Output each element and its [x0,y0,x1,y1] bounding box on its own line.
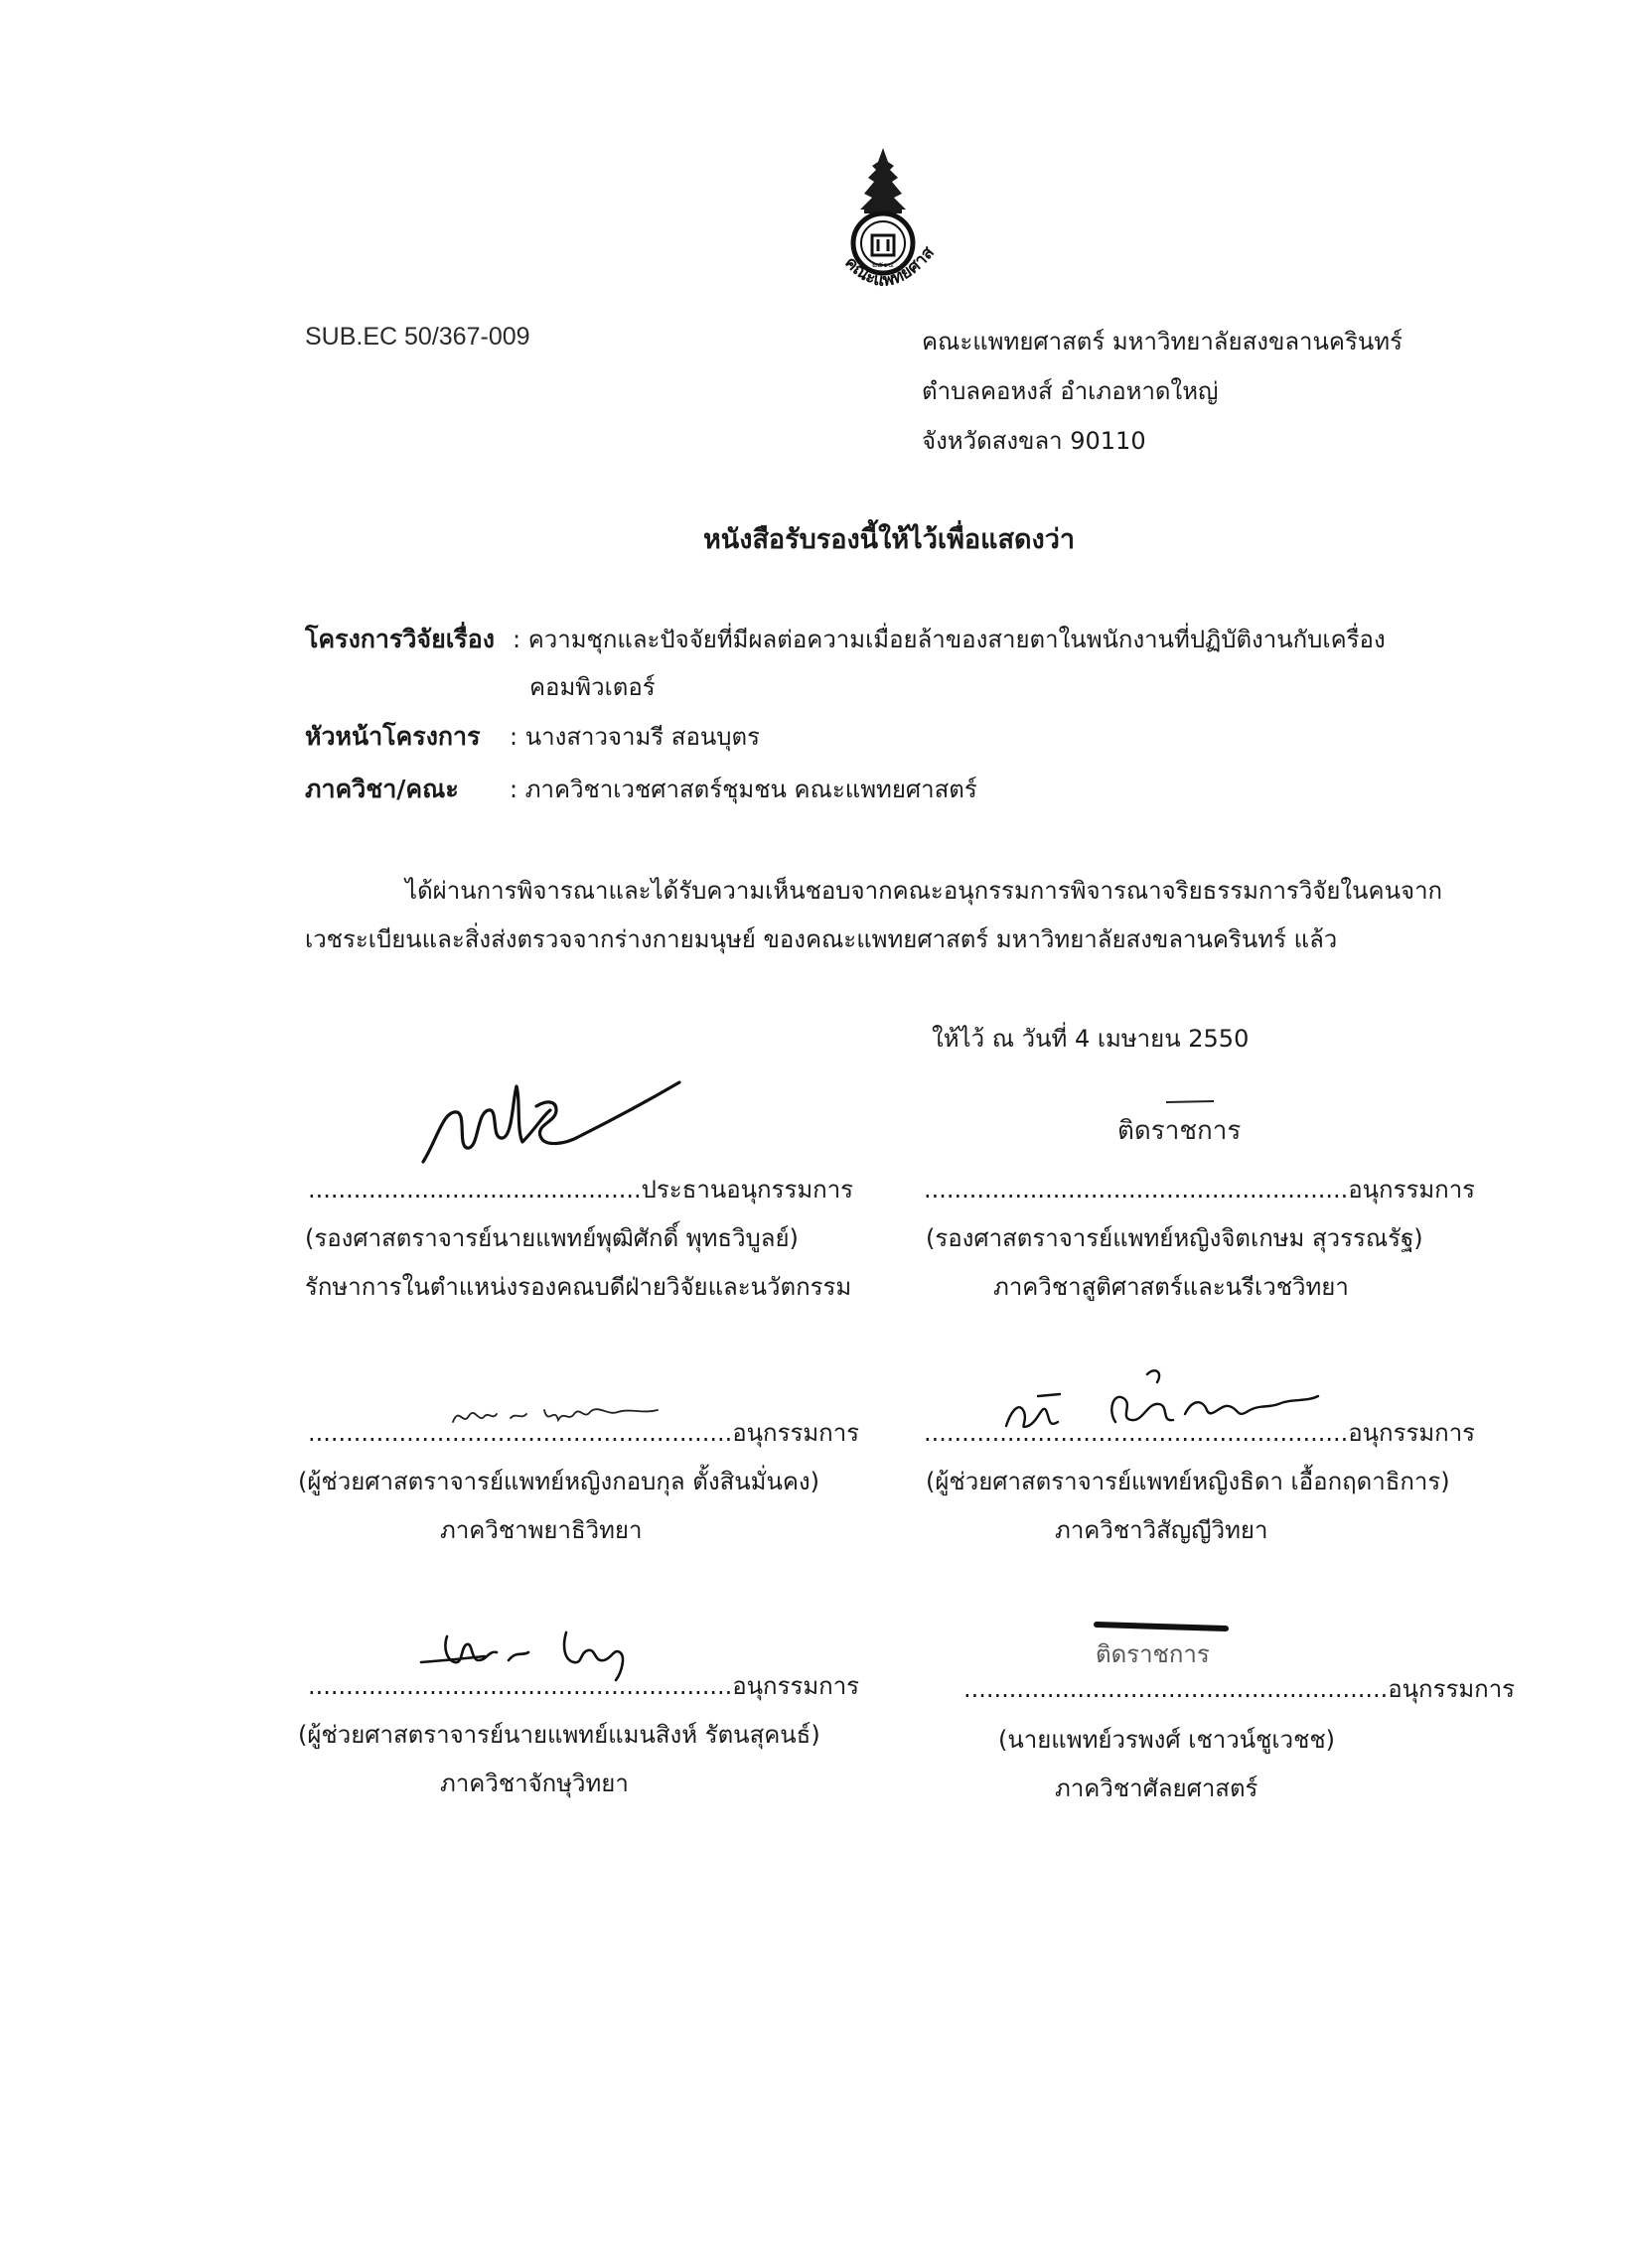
signatory-6-line: ........................................................อนุกรรมการ [963,1675,1516,1703]
signatory-2-stamp: ติดราชการ [1117,1116,1242,1146]
address-line-2: ตำบลคอหงส์ อำเภอหาดใหญ่ [922,377,1219,405]
emblem-text: คณะแพทยศาส [840,242,939,291]
signatory-6-name: (นายแพทย์วรพงศ์ เชาวน์ชูเวชช) [998,1726,1336,1754]
signatory-4-name: (ผู้ช่วยศาสตราจารย์แพทย์หญิงธิดา เอื้อกฤดาธิการ) [926,1468,1450,1495]
body-line-1: ได้ผ่านการพิจารณาและได้รับความเห็นชอบจากคณะอนุกรรมการพิจารณาจริยธรรมการวิจัยในคนจาก [405,877,1443,905]
signatory-2-position: ภาควิชาสูติศาสตร์และนรีเวชวิทยา [993,1273,1349,1301]
signatory-4-position: ภาควิชาวิสัญญีวิทยา [1055,1516,1268,1544]
signatory-1-line: ............................................ประธานอนุกรรมการ [308,1176,854,1204]
project-topic-value: : ความชุกและปัจจัยที่มีผลต่อความเมื่อยล้าของสายตาในพนักงานที่ปฏิบัติงานกับเครื่อง [513,626,1386,653]
signatory-6-position: ภาควิชาศัลยศาสตร์ [1055,1774,1258,1802]
signatory-1-name: (รองศาสตราจารย์นายแพทย์พุฒิศักดิ์ พุทธวิบูลย์) [305,1224,799,1252]
signatory-6-stamp: ติดราชการ [1096,1640,1210,1668]
signatory-3-name: (ผู้ช่วยศาสตราจารย์แพทย์หญิงกอบกุล ตั้งสินมั่นคง) [298,1468,819,1495]
signatory-2-stamp-mark [1162,1097,1222,1107]
project-head-value: : นางสาวจามรี สอนบุตร [510,723,760,751]
signatory-1-position: รักษาการในตำแหน่งรองคณบดีฝ่ายวิจัยและนวัตกรรม [305,1273,852,1301]
faculty-emblem-icon [809,144,958,313]
signatory-3-position: ภาควิชาพยาธิวิทยา [440,1516,643,1544]
signatory-3-line: ........................................................อนุกรรมการ [308,1419,860,1447]
signatory-5-name: (ผู้ช่วยศาสตราจารย์นายแพทย์แมนสิงห์ รัตนสุคนธ์) [298,1721,820,1749]
chairman-signature [417,1070,685,1170]
signatory-5-line: ........................................................อนุกรรมการ [308,1672,860,1700]
signatory-6-stamp-bar [1093,1617,1232,1636]
department-label: ภาควิชา/คณะ [305,775,459,803]
signatory-2-name: (รองศาสตราจารย์แพทย์หญิงจิตเกษม สุวรรณรัฐ) [926,1224,1423,1252]
department-value: : ภาควิชาเวชศาสตร์ชุมชน คณะแพทยศาสตร์ [510,776,977,803]
project-topic-value-continued: คอมพิวเตอร์ [529,673,656,701]
project-topic-label: โครงการวิจัยเรื่อง [305,625,495,653]
body-line-2: เวชระเบียนและสิ่งส่งตรวจจากร่างกายมนุษย์ ของคณะแพทยศาสตร์ มหาวิทยาลัยสงขลานครินทร์ แล้ว [305,925,1338,953]
document-title: หนังสือรับรองนี้ให้ไว้เพื่อแสดงว่า [703,524,1076,555]
signatory-2-line: ........................................................อนุกรรมการ [924,1176,1476,1204]
reference-number: SUB.EC 50/367-009 [305,323,530,351]
signatory-4-line: ........................................................อนุกรรมการ [924,1419,1476,1447]
project-head-label: หัวหน้าโครงการ [305,722,481,751]
signatory-5-position: ภาควิชาจักษุวิทยา [440,1770,629,1797]
svg-text:๒๕๑๕: ๒๕๑๕ [871,260,895,269]
issue-date: ให้ไว้ ณ วันที่ 4 เมษายน 2550 [932,1025,1250,1053]
address-line-1: คณะแพทยศาสตร์ มหาวิทยาลัยสงขลานครินทร์ [922,328,1403,355]
address-line-3: จังหวัดสงขลา 90110 [922,427,1146,455]
